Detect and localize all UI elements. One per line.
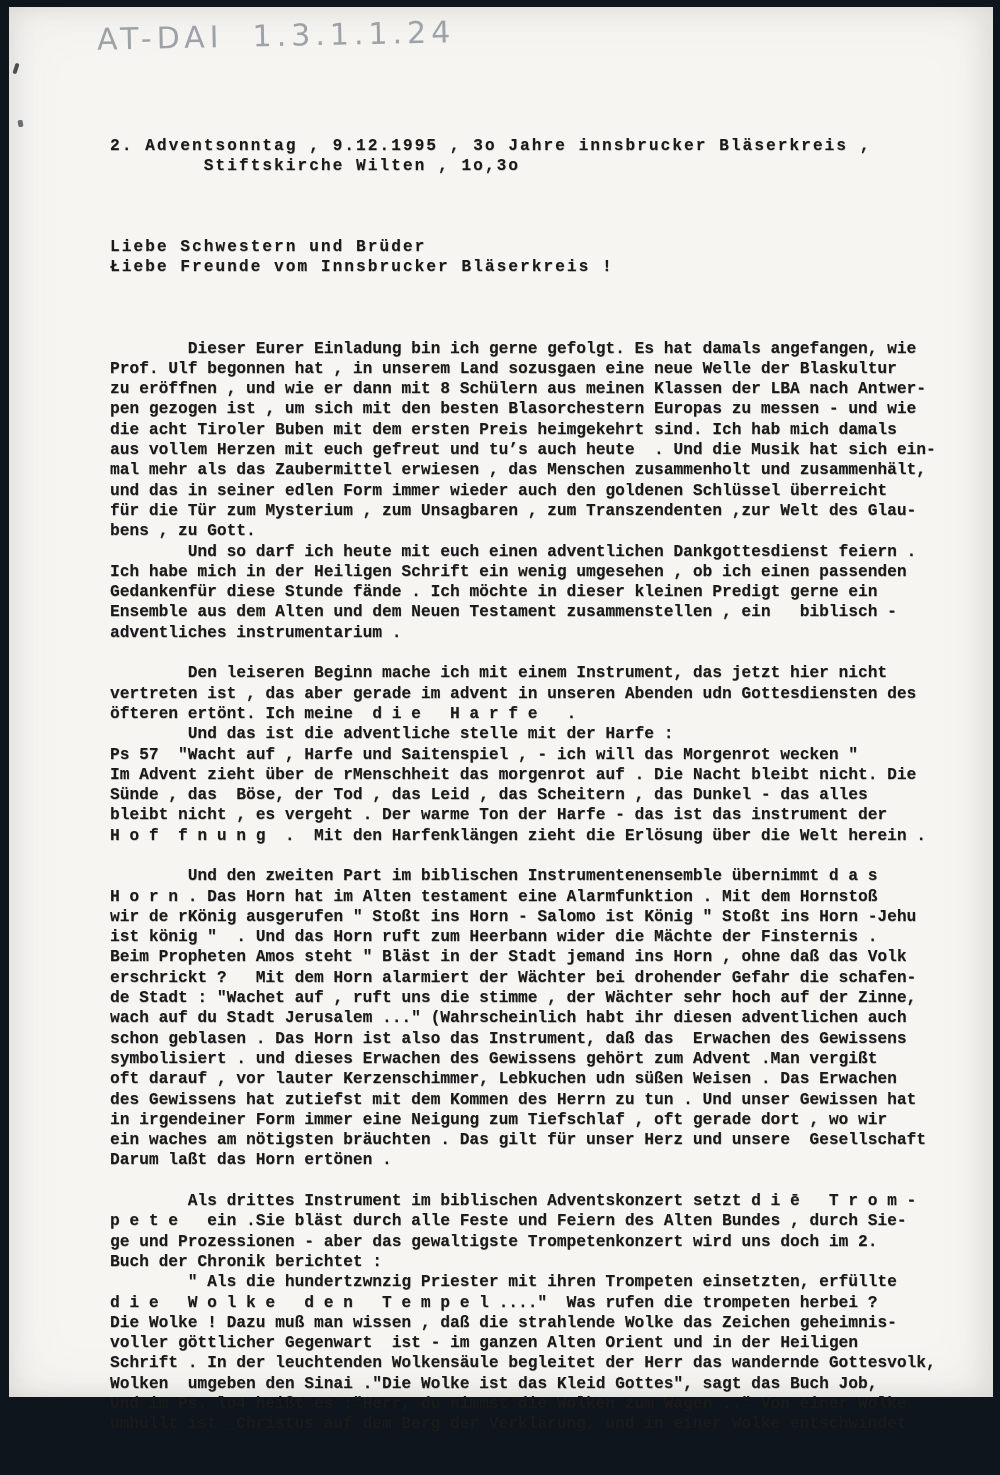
typed-line: Stiftskirche Wilten , 1o,3o — [110, 156, 520, 175]
typed-line: Ps 57 "Wacht auf , Harfe und Saitenspiel , - ich will das Morgenrot wecken " — [110, 745, 858, 764]
typed-line: umhüllt ist _Christus auf dem Berg der Verklärung, und in einer Wolke entschwindet — [110, 1415, 907, 1434]
typed-line: bleibt nicht , es vergeht . Der warme Ton der Harfe - das ist das instrument der — [110, 806, 888, 825]
typed-line: schon geblasen . Das Horn ist also das Instrument, daß das Erwachen des Gewissens — [110, 1029, 907, 1048]
typed-line: Gedankenfür diese Stunde fände . Ich möchte in dieser kleinen Predigt gerne ein — [110, 583, 878, 602]
typed-line: Schrift . In der leuchtenden Wolkensäule begleitet der Herr das wandernde Gottesvolk, — [110, 1354, 936, 1373]
typed-line: Im Advent zieht über de rMenschheit das morgenrot auf . Die Nacht bleibt nicht. Die — [110, 765, 917, 784]
typed-line: aus vollem Herzen mit euch gefreut und tu’s auch heute . Und die Musik hat sich ein- — [110, 441, 936, 460]
typescript-text — [110, 95, 936, 1475]
typed-line: Łiebe Freunde vom Innsbrucker Bläserkreis ! — [110, 258, 614, 277]
typed-line: symbolisiert . und dieses Erwachen des Gewissens gehört zum Advent .Man vergißt — [110, 1049, 878, 1068]
scan-speck — [17, 120, 23, 128]
typed-line: Prof. Ulf begonnen hat , in unserem Land sozusgaen eine neue Welle der Blaskultur — [110, 359, 897, 378]
typed-line: Ensemble aus dem Alten und dem Neuen Testament zusammenstellen , ein biblisch - — [110, 603, 897, 622]
typed-line: p e t e ein .Sie bläst durch alle Feste und Feiern des Alten Bundes , durch Sie- — [110, 1212, 907, 1231]
typed-line — [110, 1171, 936, 1191]
typed-line: Und das ist die adventliche stelle mit der Harfe : — [110, 725, 674, 744]
typed-line: " Als die hundertzwnzig Priester mit ihren Trompeten einsetzten, erfüllte — [110, 1273, 897, 1292]
body-block — [110, 339, 936, 1435]
handwritten-archive-number: AT-DAI 1.3.1.1.24 — [96, 15, 456, 58]
document-page — [9, 7, 993, 1434]
typed-line: voller göttlicher Gegenwart ist - im ganzen Alten Orient und in der Heiligen — [110, 1334, 858, 1353]
typed-line: ist könig " . Und das Horn ruft zum Heerbann wider die Mächte der Finsternis . — [110, 928, 878, 947]
typed-line: für die Tür zum Mysterium , zum Unsagbaren , zum Transzendenten ,zur Welt des Glau- — [110, 501, 917, 520]
typed-line: Den leiseren Beginn mache ich mit einem Instrument, das jetzt hier nicht — [110, 664, 888, 683]
typed-line: in irgendeiner Form immer eine Neigung zum Tiefschlaf , oft gerade dort , wo wir — [110, 1110, 888, 1129]
typed-line: Als drittes Instrument im biblischen Adventskonzert setzt d i ē T r o m - — [110, 1192, 917, 1211]
typed-line: Buch der Chronik berichtet : — [110, 1252, 382, 1271]
typed-line: Und im Ps. lo4 heißt es :"Herr, du nimmst die Wolken zum Wagen .." Von einer Wolke — [110, 1395, 907, 1413]
typed-line: pen gezogen ist , um sich mit den besten Blasorchestern Europas zu messen - und wie — [110, 400, 917, 419]
typed-line: H o r n . Das Horn hat im Alten testament eine Alarmfunktion . Mit dem Hornstoß — [110, 887, 878, 906]
typed-line: 2. Adventsonntag , 9.12.1995 , 3o Jahre innsbrucker Bläserkreis , — [110, 136, 872, 155]
title-block — [110, 136, 936, 177]
typed-line: zu eröffnen , und wie er dann mit 8 Schülern aus meinen Klassen der LBA nach Antwer- — [110, 380, 926, 399]
salutation-block — [110, 237, 936, 278]
typed-line: Und so darf ich heute mit euch einen adventlichen Dankgottesdienst feiern . — [110, 542, 917, 561]
typed-line: vertreten ist , das aber gerade im advent in unseren Abenden udn Gottesdiensten des — [110, 684, 917, 703]
typed-line: ein waches am nötigsten bräuchten . Das gilt für unser Herz und unsere Gesellschaft — [110, 1131, 926, 1150]
typed-line: wir de rKönig ausgerufen " Stoßt ins Horn - Salomo ist König " Stoßt ins Horn -Jehu — [110, 907, 917, 926]
typed-line: erschrickt ? Mit dem Horn alarmiert der Wächter bei drohender Gefahr die schafen- — [110, 968, 917, 987]
typed-line: Wolken umgeben den Sinai ."Die Wolke ist das Kleid Gottes", sagt das Buch Job, — [110, 1374, 878, 1393]
typed-line: mal mehr als das Zaubermittel erwiesen , das Menschen zusammenholt und zusammenhält, — [110, 461, 926, 480]
typed-line: adventliches instrumentarium . — [110, 623, 402, 642]
typed-line: Und den zweiten Part im biblischen Instrumentenensemble übernimmt d a s — [110, 867, 878, 886]
typed-line: öfteren ertönt. Ich meine d i e H a r f e . — [110, 704, 577, 723]
typed-line: Beim Propheten Amos steht " Bläst in der Stadt jemand ins Horn , ohne daß das Volk — [110, 948, 907, 967]
typed-line — [110, 846, 936, 866]
typed-line: Die Wolke ! Dazu muß man wissen , daß die strahlende Wolke das Zeichen geheimnis- — [110, 1313, 897, 1332]
typed-line: Darum laßt das Horn ertönen . — [110, 1151, 392, 1170]
typed-line: Ich habe mich in der Heiligen Schrift ein wenig umgesehen , ob ich einen passenden — [110, 562, 907, 581]
typed-line: Dieser Eurer Einladung bin ich gerne gefolgt. Es hat damals angefangen, wie — [110, 339, 917, 358]
typed-line: und das in seiner edlen Form immer wieder auch den goldenen Schlüssel überreicht — [110, 481, 888, 500]
typed-line: de Stadt : "Wachet auf , ruft uns die stimme , der Wächter sehr hoch auf der Zinne, — [110, 989, 917, 1008]
typed-line: d i e W o l k e d e n T e m p e l ...." Was rufen die trompeten herbei ? — [110, 1293, 878, 1312]
typed-line: oft darauf , vor lauter Kerzenschimmer, Lebkuchen udn süßen Weisen . Das Erwachen — [110, 1070, 897, 1089]
typed-line: des Gewissens hat zutiefst mit dem Kommen des Herrn zu tun . Und unser Gewissen hat — [110, 1090, 917, 1109]
typed-line — [110, 643, 936, 663]
typed-line: H o f f n u n g . Mit den Harfenklängen zieht die Erlösung über die Welt herein . — [110, 826, 926, 845]
typed-line: die acht Tiroler Buben mit dem ersten Preis heimgekehrt sind. Ich hab mich damals — [110, 420, 897, 439]
scan-speck — [12, 63, 19, 75]
typed-line: wach auf du Stadt Jerusalem ..." (Wahrscheinlich habt ihr diesen adventlichen auch — [110, 1009, 907, 1028]
typed-line: Liebe Schwestern und Brüder — [110, 238, 427, 257]
typed-line: Sünde , das Böse, der Tod , das Leid , das Scheitern , das Dunkel - das alles — [110, 786, 868, 805]
typed-line: bens , zu Gott. — [110, 522, 256, 541]
typed-line: ge und Prozessionen - aber das gewaltigste Trompetenkonzert wird uns doch im 2. — [110, 1232, 878, 1251]
